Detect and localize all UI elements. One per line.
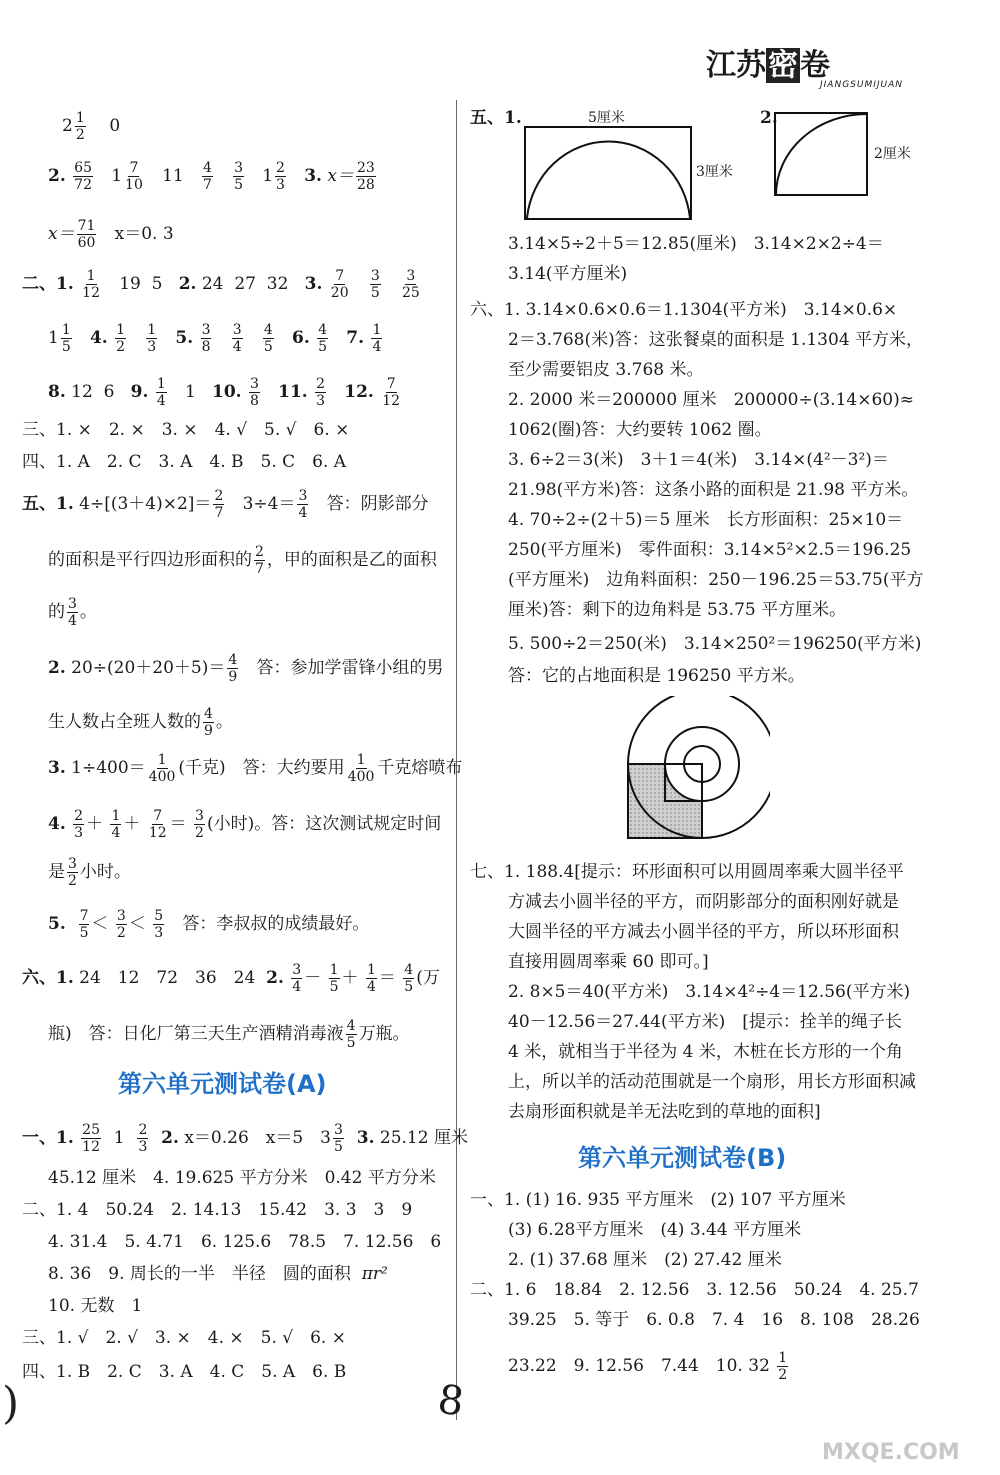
- fig1-side-label: 3厘米: [696, 164, 733, 180]
- left-line-19: 瓶) 答：日化厂第三天生产酒精消毒液 $\frac{4}{5}$ 万瓶。: [48, 1018, 410, 1051]
- right-b-line-5: 39.25 5. 等于 6. 0.8 7. 4 16 8. 108 28.26: [508, 1310, 920, 1330]
- left-a-line-6: 10. 无数 1: [48, 1296, 143, 1316]
- right-line-21: 40－12.56＝27.44(平方米) [提示：拴羊的绳子长: [508, 1012, 902, 1032]
- left-a-line-7: 三、1. √ 2. √ 3. × 4. × 5. √ 6. ×: [22, 1328, 346, 1348]
- left-a-line-2: 45.12 厘米 4. 19.625 平方分米 0.42 平方分米: [48, 1168, 436, 1188]
- left-line-11: 的 $\frac{3}{4}$ 。: [48, 596, 97, 629]
- right-b-line-3: 2. (1) 37.68 厘米 (2) 27.42 厘米: [508, 1250, 782, 1270]
- left-a-line-4: 4. 31.4 5. 4.71 6. 125.6 78.5 7. 12.56 6: [48, 1232, 442, 1252]
- right-line-22: 4 米，就相当于半径为 4 米，木桩在长方形的一个角: [508, 1042, 903, 1062]
- left-line-5: 1 $\frac{1}{5}$ 4. $\frac{1}{2}$ $\frac{1}{3}$ 5. $\frac{3}{8}$ $\frac{3}{4}$ $\frac{4}{5}$ 6. $\frac{4}{5}$ 7. $\frac{1}{4}$: [48, 322, 382, 355]
- left-line-2: 2. $\frac{65}{72}$ 1 $\frac{7}{10}$ 11 $\frac{4}{7}$ $\frac{3}{5}$ 1 $\frac{2}{3}$ 3. x＝ $\frac{23}{28}$: [48, 160, 375, 193]
- left-a-line-5: 8. 36 9. 周长的一半 半径 圆的面积 πr²: [48, 1264, 388, 1284]
- right-line-17: 方减去小圆半径的平方，而阴影部分的面积刚好就是: [508, 892, 899, 912]
- watermark: MXQE.COM: [822, 1440, 960, 1465]
- section-a-title: 第六单元测试卷(A): [118, 1070, 327, 1098]
- left-line-8: 四、1. A 2. C 3. A 4. B 5. C 6. A: [22, 452, 347, 472]
- right-line-9: 21.98(平方米)答：这条小路的面积是 21.98 平方米。: [508, 480, 919, 500]
- ring-square-figure: [590, 696, 770, 846]
- left-line-4: 二、1. $\frac{1}{12}$ 19 5 2. 24 27 32 3. $\frac{7}{20}$ $\frac{3}{5}$ $\frac{3}{25}$: [22, 268, 420, 301]
- right-line-10: 4. 70÷2÷(2＋5)＝5 厘米 长方形面积：25×10＝: [508, 510, 904, 530]
- right-line-6: 2. 2000 米＝200000 厘米 200000÷(3.14×60)≈: [508, 390, 914, 410]
- left-line-10: 的面积是平行四边形面积的 $\frac{2}{7}$ ，甲的面积是乙的面积: [48, 544, 437, 577]
- right-b-line-6: 23.22 9. 12.56 7.44 10. 32 $\frac{1}{2}$: [508, 1350, 788, 1383]
- right-line-12: (平方厘米) 边角料面积：250－196.25＝53.75(平方: [508, 570, 924, 590]
- left-line-15: 4. $\frac{2}{3}$ ＋ $\frac{1}{4}$ ＋ $\frac{7}{12}$ ＝ $\frac{3}{2}$ (小时)。答：这次测试规定时间: [48, 808, 442, 841]
- right-line-8: 3. 6÷2＝3(米) 3＋1＝4(米) 3.14×(4²－3²)＝: [508, 450, 889, 470]
- fig1-top-label: 5厘米: [588, 110, 625, 126]
- left-a-line-8: 四、1. B 2. C 3. A 4. C 5. A 6. B: [22, 1362, 347, 1382]
- brand-text-a: 江苏: [706, 48, 766, 83]
- right-b-line-2: (3) 6.28平方厘米 (4) 3.44 平方厘米: [508, 1220, 802, 1240]
- right-line-18: 大圆半径的平方减去小圆半径的平方，所以环形面积: [508, 922, 899, 942]
- right-line-16: 七、1. 188.4[提示：环形面积可以用圆周率乘大圆半径平: [470, 862, 904, 882]
- left-line-3: x＝ $\frac{71}{60}$ x＝0. 3: [48, 218, 174, 251]
- right-line-3: 六、1. 3.14×0.6×0.6＝1.1304(平方米) 3.14×0.6×: [470, 300, 898, 320]
- brand-text-b: 密: [768, 48, 798, 83]
- right-fig1-label: 五、1.: [470, 108, 522, 128]
- right-line-5: 至少需要铝皮 3.768 米。: [508, 360, 704, 380]
- right-line-13: 厘米)答：剩下的边角料是 53.75 平方厘米。: [508, 600, 847, 620]
- left-line-17: 5. $\frac{7}{5}$ ＜ $\frac{3}{2}$ ＜ $\frac{5}{3}$ 答：李叔叔的成绩最好。: [48, 908, 370, 941]
- left-line-16: 是 $\frac{3}{2}$ 小时。: [48, 856, 131, 889]
- left-line-9: 五、1. 4÷[(3＋4)×2]＝ $\frac{2}{7}$ 3÷4＝ $\frac{3}{4}$ 答：阴影部分: [22, 488, 429, 521]
- corner-mark: ): [2, 1378, 20, 1429]
- right-line-20: 2. 8×5＝40(平方米) 3.14×4²÷4＝12.56(平方米): [508, 982, 911, 1002]
- right-line-19: 直接用圆周率乘 60 即可。]: [508, 952, 709, 972]
- left-line-18: 六、1. 24 12 72 36 24 2. $\frac{3}{4}$ － $\frac{1}{5}$ ＋ $\frac{1}{4}$ ＝ $\frac{4}{5}$ (万: [22, 962, 440, 995]
- right-b-line-4: 二、1. 6 18.84 2. 12.56 3. 12.56 50.24 4. 25.7: [470, 1280, 919, 1300]
- brand-logo: [706, 40, 830, 84]
- brand-subtitle: JIANGSUMIJUAN: [820, 80, 904, 90]
- brand-text-c: 卷: [800, 48, 830, 83]
- fig2-side-label: 2厘米: [874, 146, 911, 162]
- left-line-14: 3. 1÷400＝ $\frac{1}{400}$ (千克) 答：大约要用 $\frac{1}{400}$ 千克熔喷布: [48, 752, 463, 785]
- right-line-2: 3.14(平方厘米): [508, 264, 628, 284]
- left-line-13: 生人数占全班人数的 $\frac{4}{9}$ 。: [48, 706, 233, 739]
- left-line-6: 8. 12 6 9. $\frac{1}{4}$ 1 10. $\frac{3}{8}$ 11. $\frac{2}{3}$ 12. $\frac{7}{12}$: [48, 376, 401, 409]
- right-line-15: 答：它的占地面积是 196250 平方米。: [508, 666, 805, 686]
- right-line-11: 250(平方厘米) 零件面积：3.14×5²×2.5＝196.25: [508, 540, 912, 560]
- section-b-title: 第六单元测试卷(B): [578, 1144, 787, 1172]
- right-line-1: 3.14×5÷2＋5＝12.85(厘米) 3.14×2×2÷4＝: [508, 234, 884, 254]
- left-line-1: 2 $\frac{1}{2}$ 0: [62, 110, 121, 143]
- rectangle-semicircle-figure: [524, 126, 694, 222]
- left-a-line-3: 二、1. 4 50.24 2. 14.13 15.42 3. 3 3 9: [22, 1200, 413, 1220]
- right-fig2-label: 2.: [760, 108, 778, 128]
- right-line-4: 2＝3.768(米)答：这张餐桌的面积是 1.1304 平方米，: [508, 330, 924, 350]
- right-line-14: 5. 500÷2＝250(米) 3.14×250²＝196250(平方米): [508, 634, 922, 654]
- page-number: 8: [434, 1376, 467, 1426]
- left-a-line-1: 一、1. $\frac{25}{12}$ 1 $\frac{2}{3}$ 2. x＝0.26 x＝5 3 $\frac{3}{5}$ 3. 25.12 厘米: [22, 1122, 468, 1155]
- quarter-circle-figure: [774, 112, 870, 198]
- right-line-24: 去扇形面积就是羊无法吃到的草地的面积]: [508, 1102, 821, 1122]
- right-b-line-1: 一、1. (1) 16. 935 平方厘米 (2) 107 平方厘米: [470, 1190, 846, 1210]
- right-line-23: 上，所以羊的活动范围就是一个扇形，用长方形面积减: [508, 1072, 916, 1092]
- left-line-7: 三、1. × 2. × 3. × 4. √ 5. √ 6. ×: [22, 420, 350, 440]
- left-line-12: 2. 20÷(20＋20＋5)＝ $\frac{4}{9}$ 答：参加学雷锋小组的男: [48, 652, 444, 685]
- right-line-7: 1062(圈)答：大约要转 1062 圈。: [508, 420, 772, 440]
